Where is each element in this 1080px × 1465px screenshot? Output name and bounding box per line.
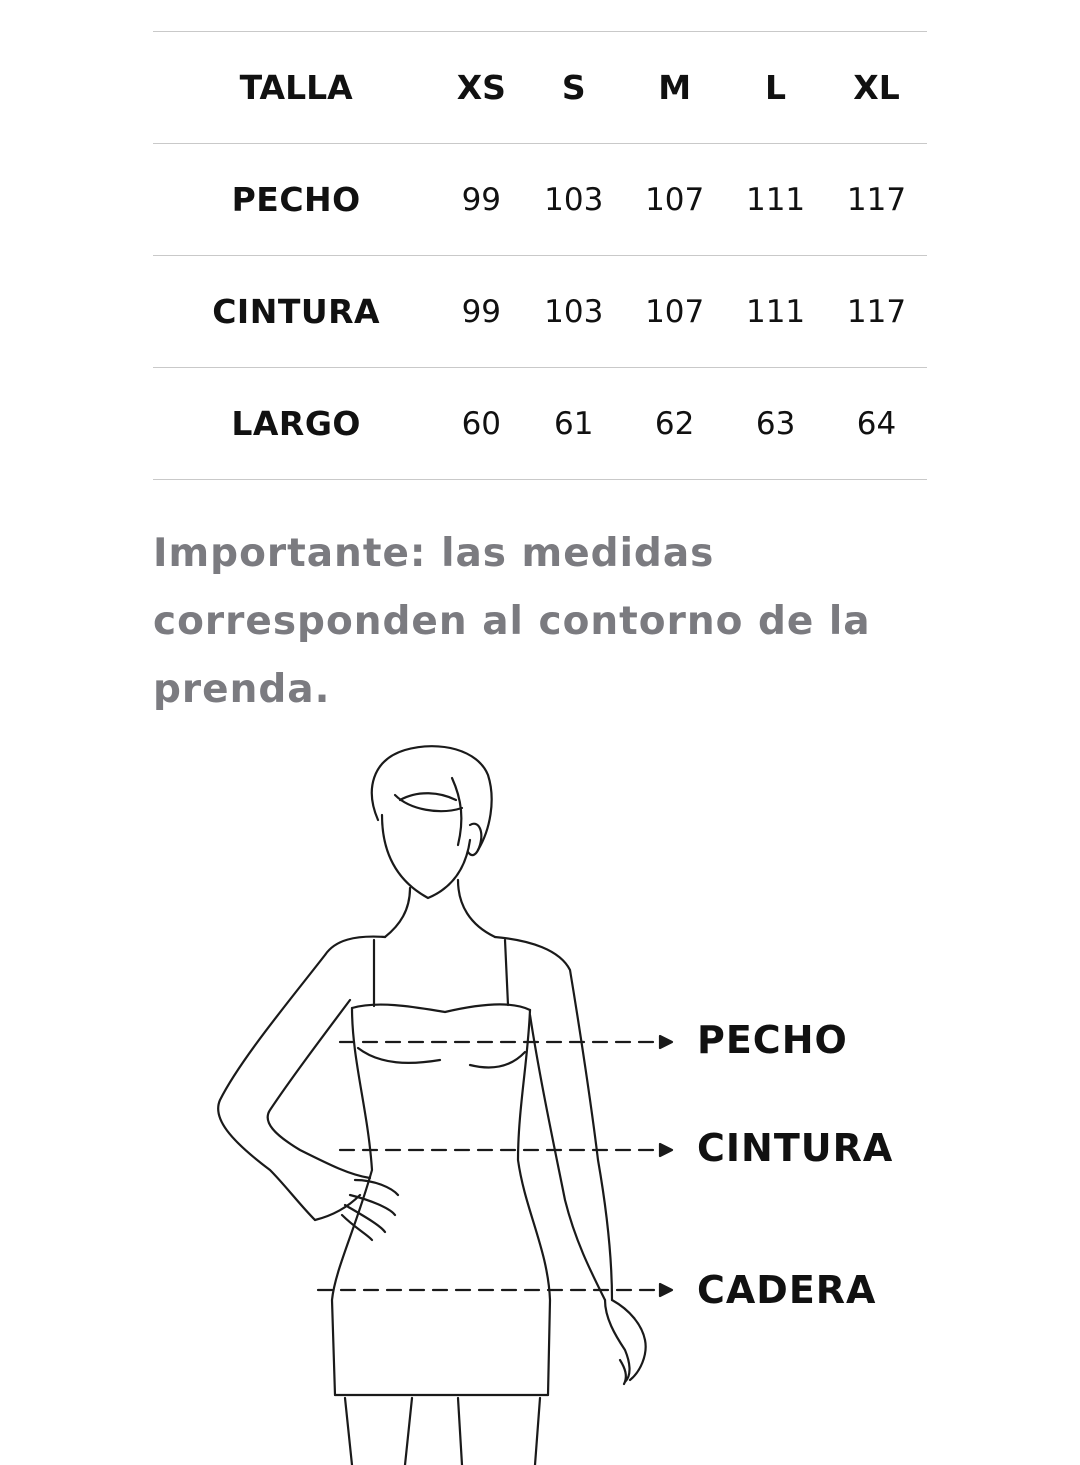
table-cell: 111 <box>725 256 826 368</box>
table-header-row <box>153 32 927 144</box>
right-arm-outline <box>495 937 612 1300</box>
table-row <box>153 144 927 256</box>
face-outline <box>382 815 470 898</box>
cintura-arrow-icon <box>660 1144 672 1156</box>
table-row <box>153 368 927 480</box>
table-cell: 64 <box>826 368 927 480</box>
header-s: S <box>523 32 624 144</box>
table-cell: 107 <box>624 144 725 256</box>
header-talla: TALLA <box>153 32 439 144</box>
right-hand-outline <box>605 1300 646 1384</box>
pecho-arrow-icon <box>660 1036 672 1048</box>
neck-outline <box>385 880 495 937</box>
dress-right-side <box>518 1010 550 1395</box>
table-cell: 103 <box>523 144 624 256</box>
table-row <box>153 256 927 368</box>
measurement-note: Importante: las medidas corresponden al contorno de la prenda. <box>153 531 871 712</box>
right-arm-inner <box>530 1015 605 1300</box>
dress-strap-right <box>505 940 508 1005</box>
left-arm-inner <box>268 1000 370 1178</box>
bust-line <box>358 1048 525 1067</box>
table-cell: 117 <box>826 144 927 256</box>
header-xl: XL <box>826 32 927 144</box>
table-cell: 103 <box>523 256 624 368</box>
header-xs: XS <box>439 32 523 144</box>
cadera-arrow-icon <box>660 1284 672 1296</box>
label-cadera: CADERA <box>697 1268 877 1312</box>
table-cell: 111 <box>725 144 826 256</box>
table-cell: 99 <box>439 144 523 256</box>
table-cell: 99 <box>439 256 523 368</box>
row-label: CINTURA <box>153 256 439 368</box>
table-cell: 107 <box>624 256 725 368</box>
hair-outline <box>372 746 492 850</box>
size-table <box>153 31 927 480</box>
table-cell: 62 <box>624 368 725 480</box>
legs-outline <box>345 1398 540 1465</box>
table-cell: 61 <box>523 368 624 480</box>
table-cell: 117 <box>826 256 927 368</box>
row-label: PECHO <box>153 144 439 256</box>
dress-bodice <box>352 1004 530 1012</box>
header-m: M <box>624 32 725 144</box>
label-cintura: CINTURA <box>697 1126 894 1170</box>
hair-fringe <box>395 793 462 811</box>
row-label: LARGO <box>153 368 439 480</box>
label-pecho: PECHO <box>697 1018 848 1062</box>
body-measurement-illustration <box>0 720 1080 1465</box>
table-cell: 60 <box>439 368 523 480</box>
table-cell: 63 <box>725 368 826 480</box>
hair-strand <box>452 778 461 845</box>
left-hand-outline <box>315 1180 398 1240</box>
header-l: L <box>725 32 826 144</box>
